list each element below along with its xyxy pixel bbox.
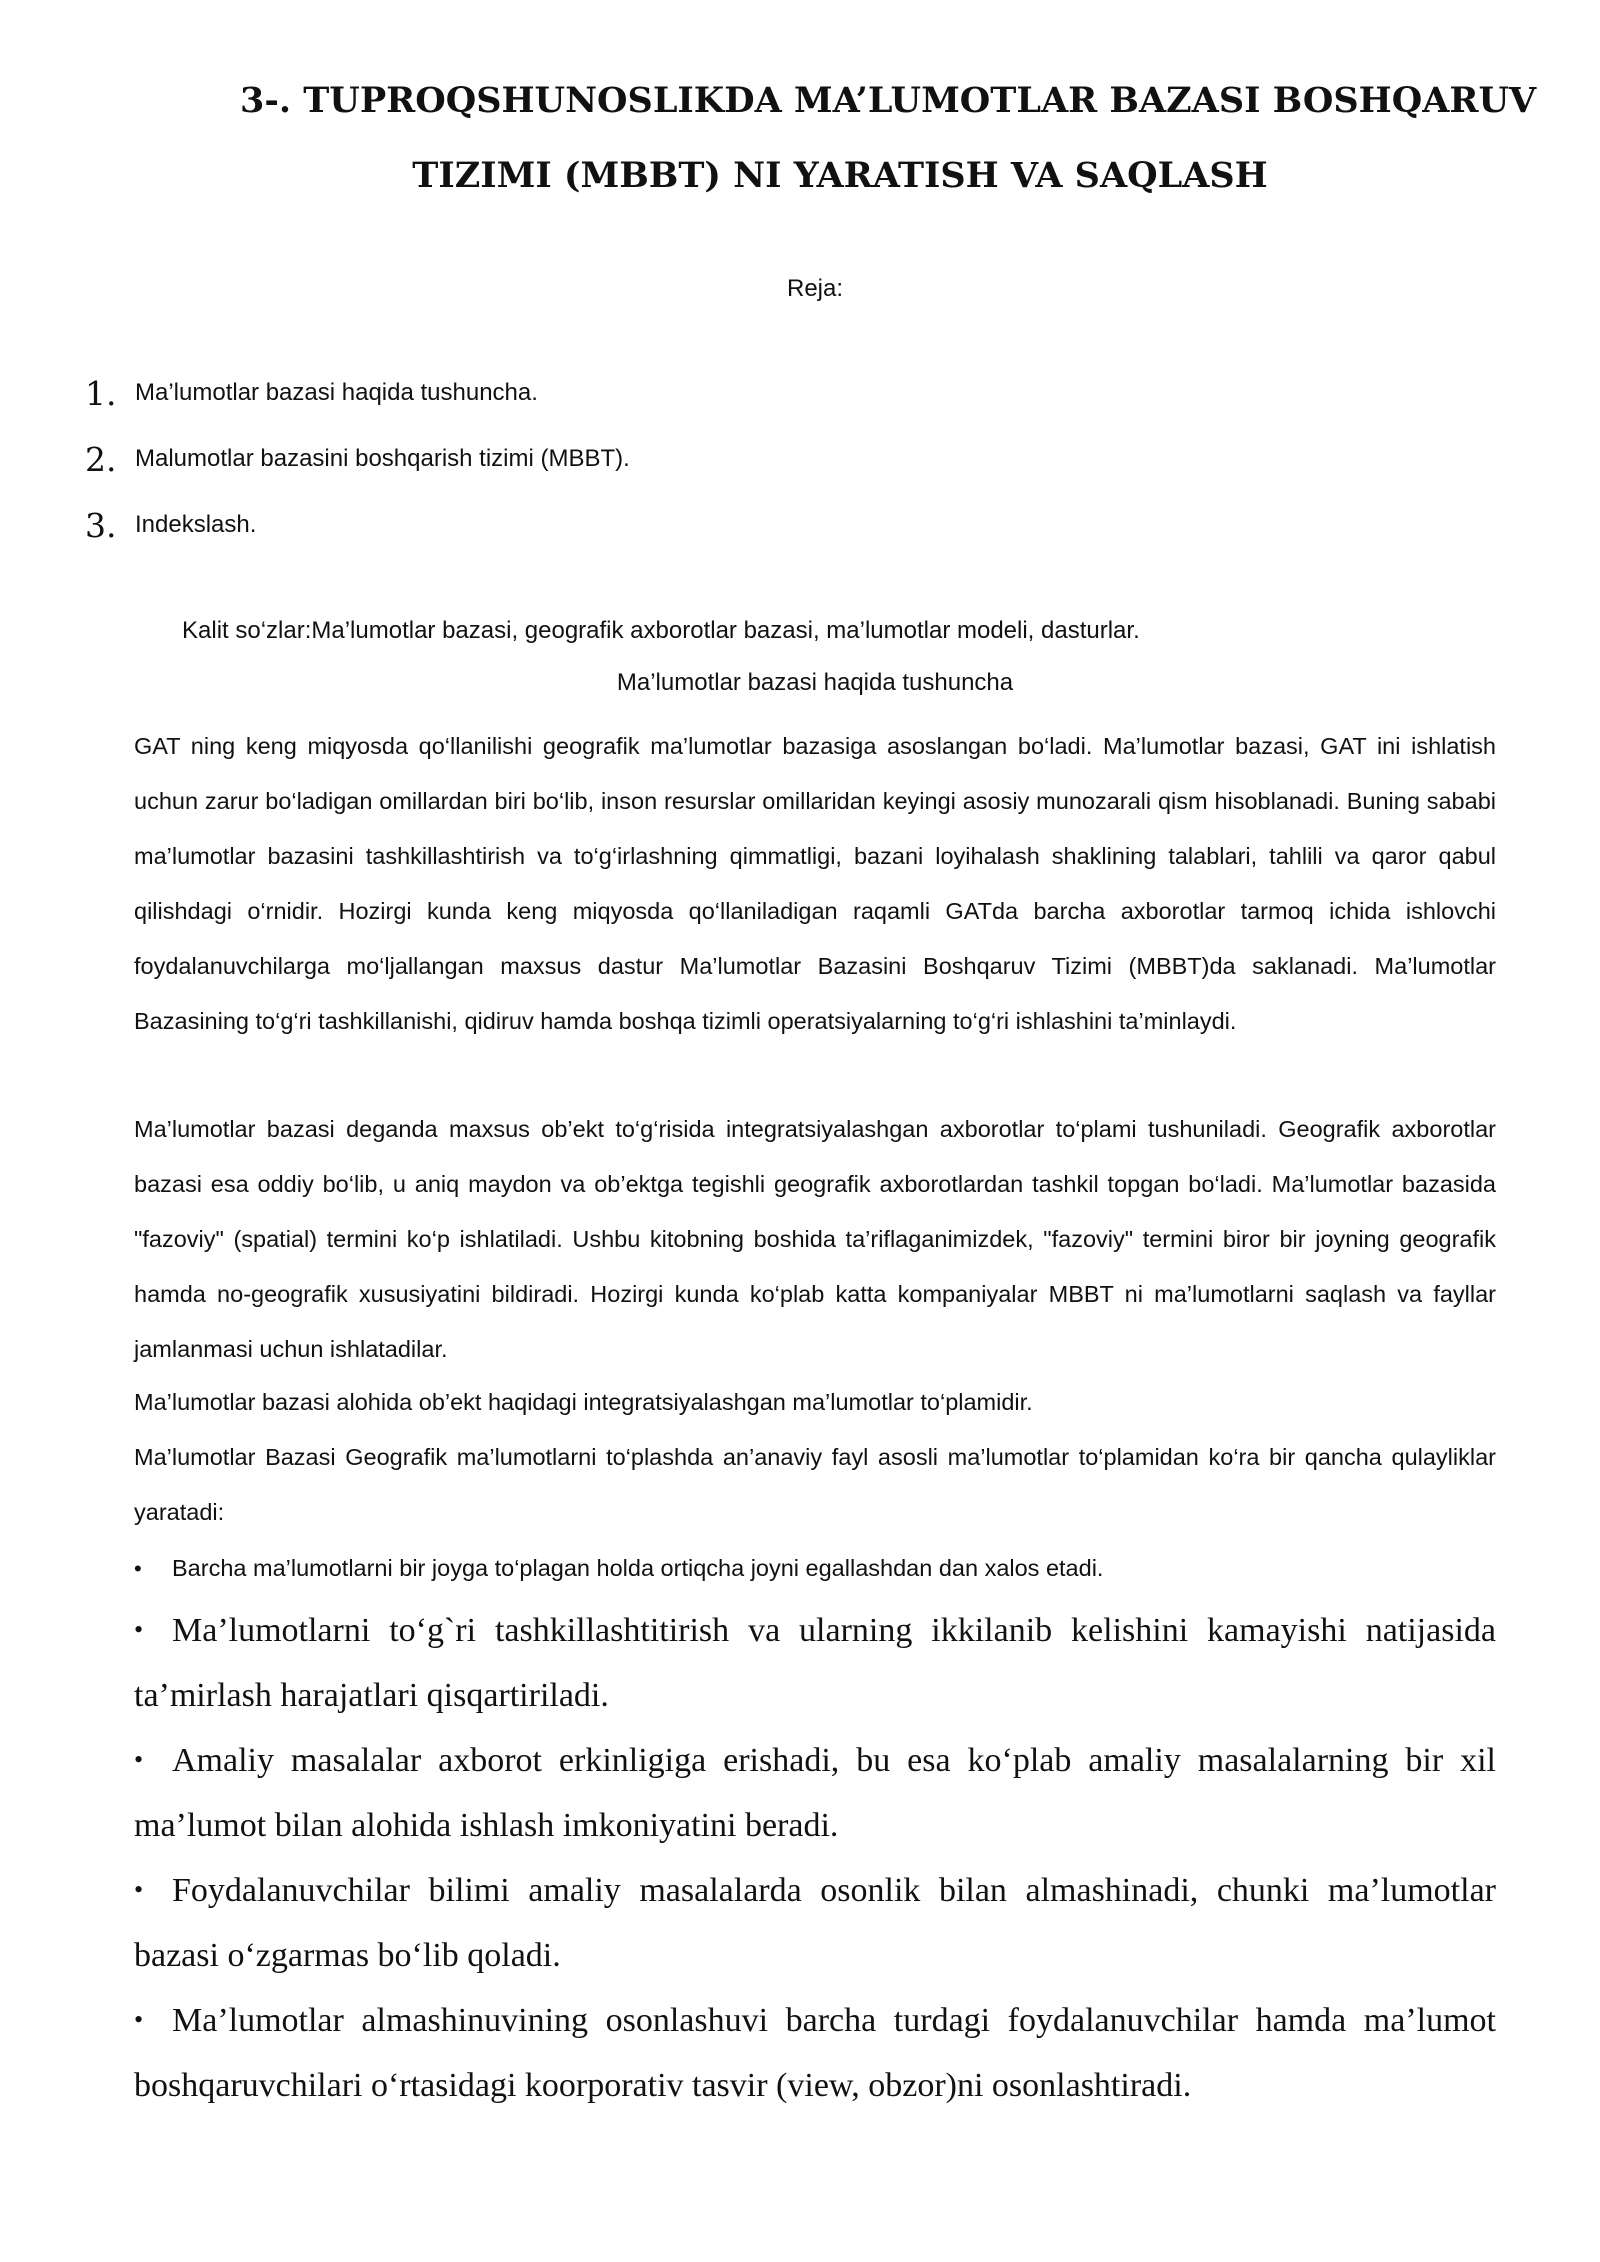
bullet-list [134, 1597, 1496, 2117]
bullet-text: Ma’lumotlar almashinuvining osonlashuvi barcha turdagi foydalanuvchilar hamda ma’lumot boshqaruvchilari o‘rtasidagi koorporativ tasvir (view, obzor)ni osonlashtiradi. [134, 2002, 1496, 2104]
bullet-icon: • [134, 1875, 144, 1904]
page-title-line-1: 3-. TUPROQSHUNOSLIKDA MA’LUMOTLAR BAZASI BOSHQARUV [240, 80, 1537, 121]
paragraph: GAT ning keng miqyosda qo‘llanilishi geografik ma’lumotlar bazasiga asoslangan bo‘ladi. Ma’lumotlar bazasi, GAT ini ishlatish uchun zarur bo‘ladigan omillardan biri bo‘lib, inson resurslar omillaridan keyingi asosiy munozarali qism hisoblanadi. Buning sababi ma’lumotlar bazasini tashkillashtirish va to‘g‘irlashning qimmatligi, bazani loyihalash shaklining talablari, tahlili va qaror qabul qilishdagi o‘rnidir. Hozirgi kunda keng miqyosda qo‘llaniladigan raqamli GATda barcha axborotlar tarmoq ichida ishlovchi foydalanuvchilarga mo‘ljallangan maxsus dastur Ma’lumotlar Bazasini Boshqaruv Tizimi (MBBT)da saklanadi. Ma’lumotlar Bazasining to‘g‘ri tashkillanishi, qidiruv hamda boshqa tizimli operatsiyalarning to‘g‘ri ishlashini ta’minlaydi. [134, 733, 1496, 1034]
plan-item [85, 492, 630, 558]
bullet-icon: • [134, 1615, 144, 1644]
paragraph: Ma’lumotlar Bazasi Geografik ma’lumotlarni to‘plashda an’anaviy fayl asosli ma’lumotlar to‘plamidan ko‘ra bir qancha qulayliklar yaratadi: [134, 1444, 1496, 1525]
bullet-item [134, 1541, 1496, 1596]
plan-item-number: 3. [85, 505, 117, 545]
section-heading: Ma’lumotlar bazasi haqida tushuncha [616, 669, 1014, 696]
plan-item-text: Indekslash. [135, 511, 257, 538]
paragraph: Ma’lumotlar bazasi deganda maxsus ob’ekt to‘g‘risida integratsiyalashgan axborotlar to‘plami tushuniladi. Geografik axborotlar bazasi esa oddiy bo‘lib, u aniq maydon va ob’ektga tegishli geografik axborotlardan tashkil topgan bo‘ladi. Ma’lumotlar bazasida "fazoviy" (spatial) termini ko‘p ishlatiladi. Ushbu kitobning boshida ta’riflaganimizdek, "fazoviy" termini biror bir joyning geografik hamda no-geografik xususiyatini bildiradi. Hozirgi kunda ko‘plab katta kompaniyalar MBBT ni ma’lumotlarni saqlash va fayllar jamlanmasi uchun ishlatadilar. [134, 1116, 1496, 1362]
bullet-item [134, 1857, 1496, 1987]
bullet-icon: • [134, 1745, 144, 1774]
plan-list [85, 360, 630, 558]
paragraph: Ma’lumotlar bazasi alohida ob’ekt haqidagi integratsiyalashgan ma’lumotlar to‘plamidir. [134, 1389, 1033, 1415]
bullet-icon: • [134, 1556, 142, 1581]
page-title-line-2: TIZIMI (MBBT) NI YARATISH VA SAQLASH [412, 155, 1268, 196]
bullet-icon: • [134, 2005, 144, 2034]
bullet-item [134, 1987, 1496, 2117]
plan-item-text: Ma’lumotlar bazasi haqida tushuncha. [135, 379, 538, 406]
plan-item [85, 360, 630, 426]
bullet-item [134, 1727, 1496, 1857]
bullet-text: Foydalanuvchilar bilimi amaliy masalalarda osonlik bilan almashinadi, chunki ma’lumotlar bazasi o‘zgarmas bo‘lib qoladi. [134, 1872, 1496, 1974]
plan-item-text: Malumotlar bazasini boshqarish tizimi (MBBT). [135, 445, 630, 472]
plan-item [85, 426, 630, 492]
bullet-item [134, 1597, 1496, 1727]
bullet-text: Amaliy masalalar axborot erkinligiga erishadi, bu esa ko‘plab amaliy masalalarning bir xil ma’lumot bilan alohida ishlash imkoniyatini beradi. [134, 1742, 1496, 1844]
bullet-text: Ma’lumotlarni to‘g`ri tashkillashtitirish va ularning ikkilanib kelishini kamayishi natijasida ta’mirlash harajatlari qisqartiriladi. [134, 1612, 1496, 1714]
bullet-text: Barcha ma’lumotlarni bir joyga to‘plagan holda ortiqcha joyni egallashdan dan xalos etadi. [172, 1555, 1104, 1581]
plan-item-number: 2. [85, 439, 117, 479]
plan-item-number: 1. [85, 373, 117, 413]
plan-label: Reja: [786, 275, 844, 302]
keywords-line: Kalit so‘zlar:Ma’lumotlar bazasi, geografik axborotlar bazasi, ma’lumotlar modeli, dasturlar. [182, 617, 1140, 644]
